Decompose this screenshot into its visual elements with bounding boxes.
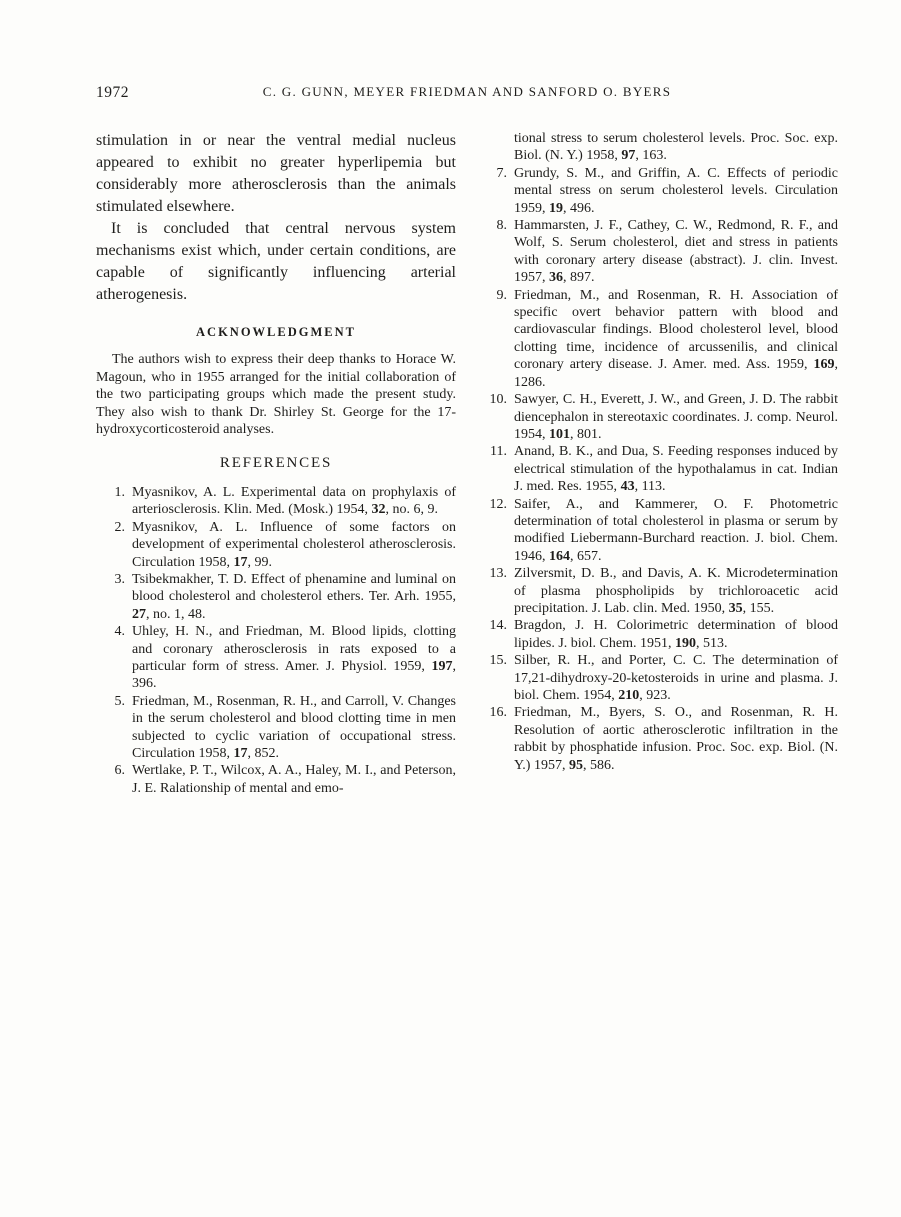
paragraph-continuation: stimulation in or near the ventral medial nucleus appeared to exhibit no greater hyperlipemia but considerably more atherosclerosis than the animals stimulated elsewhere. bbox=[96, 132, 456, 215]
volume-number: 43 bbox=[620, 479, 635, 495]
page-header bbox=[96, 84, 838, 102]
paragraph-conclusion: It is concluded that central nervous system mechanisms exist which, under certain conditions, are capable of significantly influencing arterial atherogenesis. bbox=[96, 220, 456, 303]
right-column bbox=[478, 130, 838, 797]
volume-number: 101 bbox=[549, 426, 570, 442]
reference-number: 15. bbox=[489, 653, 507, 669]
volume-number: 95 bbox=[568, 757, 583, 773]
page-number: 1972 bbox=[96, 84, 129, 101]
reference-item: 12. Saifer, A., and Kammerer, O. F. Photometric determination of total cholesterol in plasma or serum by modified Liebermann-Burchard reaction. J. biol. Chem. 1946, 164, 657. bbox=[478, 496, 838, 566]
reference-item: 6. Wertlake, P. T., Wilcox, A. A., Haley, M. I., and Peterson, J. E. Ralationship of mental and emo- bbox=[96, 762, 456, 797]
reference-number: 14. bbox=[489, 618, 507, 634]
references-list-right bbox=[478, 130, 838, 774]
volume-number: 17 bbox=[233, 746, 248, 762]
volume-number: 169 bbox=[813, 357, 835, 373]
reference-item: 11. Anand, B. K., and Dua, S. Feeding responses induced by electrical stimulation of the hypothalamus in cat. Indian J. med. Res. 1955, 43, 113. bbox=[478, 443, 838, 495]
reference-item: 7. Grundy, S. M., and Griffin, A. C. Effects of periodic mental stress on serum cholesterol levels. Circulation 1959, 19, 496. bbox=[478, 165, 838, 217]
references-list-left bbox=[96, 484, 456, 797]
reference-number: 6. bbox=[114, 763, 125, 779]
reference-item: 1. Myasnikov, A. L. Experimental data on prophylaxis of arteriosclerosis. Klin. Med. (Mosk.) 1954, 32, no. 6, 9. bbox=[96, 484, 456, 519]
reference-number: 12. bbox=[489, 496, 507, 512]
reference-number: 10. bbox=[489, 392, 507, 408]
reference-item: 3. Tsibekmakher, T. D. Effect of phenamine and luminal on blood cholesterol and cholesterol ethers. Ter. Arh. 1955, 27, no. 1, 48. bbox=[96, 571, 456, 623]
volume-number: 210 bbox=[618, 688, 640, 703]
volume-number: 190 bbox=[675, 635, 696, 651]
left-column bbox=[96, 130, 456, 797]
reference-continuation: tional stress to serum cholesterol levels. Proc. Soc. exp. Biol. (N. Y.) 1958, 97, 163. bbox=[514, 131, 838, 164]
running-title: C. G. GUNN, MEYER FRIEDMAN AND SANFORD O. BYERS bbox=[262, 84, 672, 99]
reference-number: 2. bbox=[114, 519, 125, 535]
reference-item: 4. Uhley, H. N., and Friedman, M. Blood lipids, clotting and coronary atherosclerosis in rats exposed to a particular form of stress. Amer. J. Physiol. 1959, 197, 396. bbox=[96, 623, 456, 693]
reference-item: 10. Sawyer, C. H., Everett, J. W., and Green, J. D. The rabbit diencephalon in stereotaxic coordinates. J. comp. Neurol. 1954, 101, 801. bbox=[478, 391, 838, 443]
reference-number: 3. bbox=[114, 572, 125, 587]
reference-item: 5. Friedman, M., Rosenman, R. H., and Carroll, V. Changes in the serum cholesterol and blood clotting time in men subjected to cyclic variation of occupational stress. Circulation 1958, 17, 852. bbox=[96, 693, 456, 763]
reference-number: 7. bbox=[496, 165, 507, 181]
volume-number: 35 bbox=[728, 600, 743, 616]
reference-number: 11. bbox=[490, 444, 507, 460]
reference-number: 8. bbox=[496, 218, 507, 234]
volume-number: 97 bbox=[621, 148, 636, 164]
reference-item: 14. Bragdon, J. H. Colorimetric determination of blood lipides. J. biol. Chem. 1951, 190, 513. bbox=[478, 617, 838, 652]
reference-item: 16. Friedman, M., Byers, S. O., and Rosenman, R. H. Resolution of aortic atherosclerotic infiltration in the rabbit by phosphatide infusion. Proc. Soc. exp. Biol. (N. Y.) 1957, 95, 586. bbox=[478, 704, 838, 774]
reference-item: 2. Myasnikov, A. L. Influence of some factors on development of experimental cholesterol atherosclerosis. Circulation 1958, 17, 99. bbox=[96, 519, 456, 571]
volume-number: 164 bbox=[549, 548, 570, 564]
volume-number: 27 bbox=[132, 606, 146, 622]
reference-item: 9. Friedman, M., and Rosenman, R. H. Association of specific overt behavior pattern with blood and cardiovascular findings. Blood cholesterol level, blood clotting time, incidence of arcussenilis, and clinical coronary artery disease. J. Amer. med. Ass. 1959, 169, 1286. bbox=[478, 287, 838, 391]
reference-number: 16. bbox=[489, 705, 507, 721]
reference-item: 15. Silber, R. H., and Porter, C. C. The determination of 17,21-dihydroxy-20-ketosteroids in urine and plasma. J. biol. Chem. 1954, 210, 923. bbox=[478, 652, 838, 704]
reference-number: 9. bbox=[496, 287, 507, 303]
volume-number: 19 bbox=[549, 200, 563, 216]
volume-number: 32 bbox=[371, 502, 386, 518]
reference-item: 13. Zilversmit, D. B., and Davis, A. K. Microdetermination of plasma phospholipids by trichloroacetic acid precipitation. J. Lab. clin. Med. 1950, 35, 155. bbox=[478, 565, 838, 617]
acknowledgment-heading: ACKNOWLEDGMENT bbox=[196, 325, 356, 339]
two-column-layout bbox=[96, 130, 838, 797]
volume-number: 36 bbox=[549, 270, 563, 286]
reference-number: 5. bbox=[114, 693, 125, 709]
acknowledgment-text: The authors wish to express their deep thanks to Horace W. Magoun, who in 1955 arranged for the initial collaboration of the two participating groups which made the present study. They also wish to thank Dr. Shirley St. George for the 17-hydroxycorticosteroid analyses. bbox=[96, 352, 456, 438]
volume-number: 197 bbox=[431, 659, 453, 675]
reference-number: 1. bbox=[114, 484, 125, 500]
reference-item: 8. Hammarsten, J. F., Cathey, C. W., Redmond, R. F., and Wolf, S. Serum cholesterol, diet and stress in patients with coronary artery disease (abstract). J. clin. Invest. 1957, 36, 897. bbox=[478, 217, 838, 287]
reference-number: 13. bbox=[489, 566, 507, 582]
volume-number: 17 bbox=[233, 554, 248, 570]
references-heading: REFERENCES bbox=[219, 454, 333, 471]
reference-number: 4. bbox=[114, 624, 125, 640]
